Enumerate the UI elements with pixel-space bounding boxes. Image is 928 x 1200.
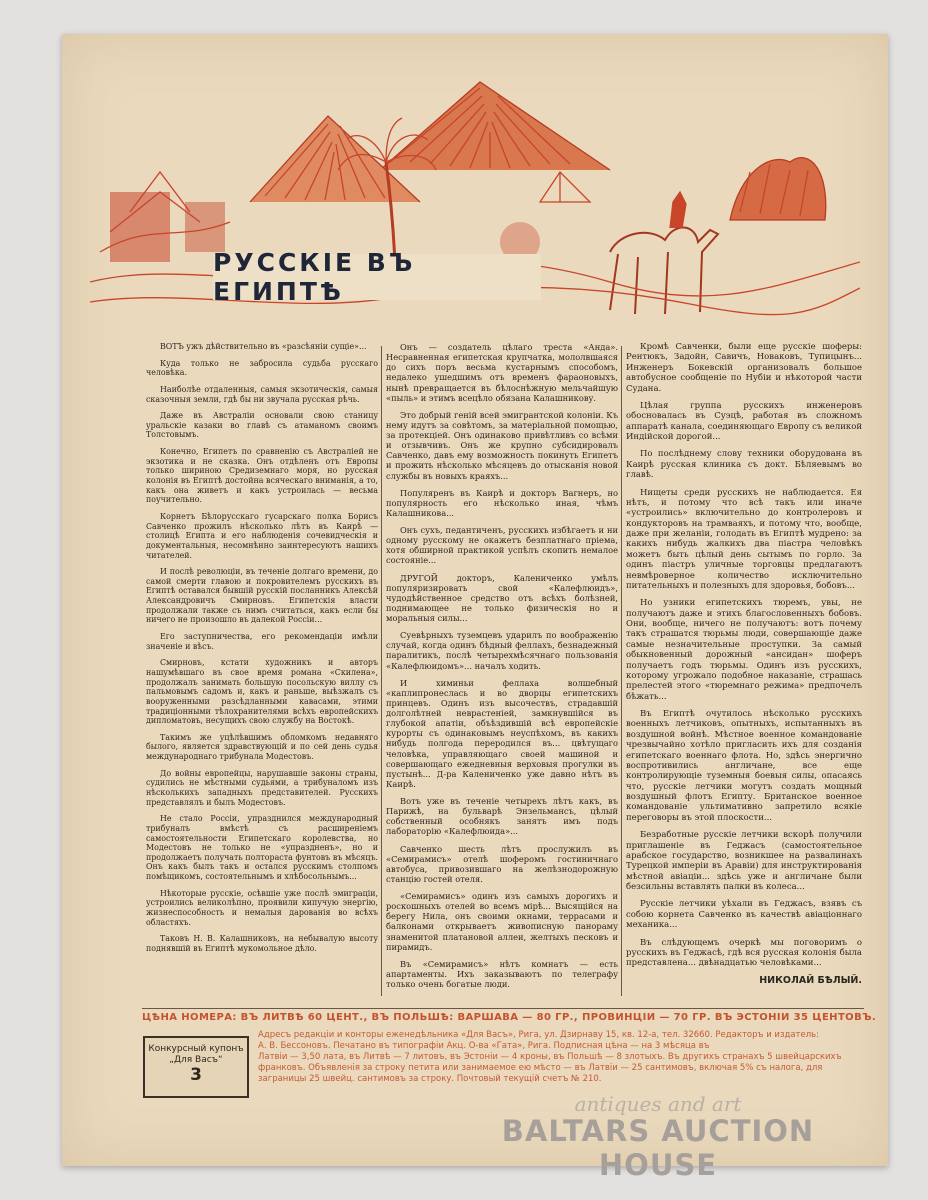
article-paragraph: ДРУГОЙ докторъ, Калениченко умѣлъ популяризировать свой «Калефлюидъ», чудодѣйственное средство отъ всѣхъ болѣзней, поднимающее не только физическiя но и моральныя силы... (386, 572, 618, 623)
article-paragraph: Кромѣ Савченки, были еще русскiе шоферы: Рентюкъ, Задойн, Савичъ, Новаковъ, Тупицынъ... Инженеръ Бокевскiй организовалъ большое автобусное сообщенiе по Нубiи и нѣкоторой части Судана. (626, 342, 862, 394)
article-paragraph: Наиболѣе отдаленныя, самыя экзотическiя, самыя сказочныя земли, гдѣ бы ни звучала русская рѣчь. (146, 384, 378, 404)
imprint-line: Латвiи — 3,50 лата, въ Литвѣ — 7 литовъ, въ Эстонiи — 4 кроны, въ Польшѣ — 8 злотыхъ. Въ другихъ странахъ 5 швейцарскихъ (258, 1052, 842, 1062)
article-paragraph: Его заступничества, его рекомендацiи имѣли значенiе и вѣсъ. (146, 632, 378, 651)
article-paragraph: Такимъ же уцѣлѣвшимъ обломкомъ недавняго былого, является здравствующiй и по сей день судья международнаго трибунала Модестовъ. (146, 732, 378, 762)
article-title: РУССКIЕ ВЪ ЕГИПТѢ (213, 248, 416, 306)
coupon-label: Конкурсный купонъ (148, 1044, 244, 1054)
footer-rule (142, 1008, 864, 1009)
article-headline (213, 248, 541, 306)
article-paragraph: Цѣлая группа русскихъ инженеровъ обосновалась въ Суэцѣ, работая въ сложномъ аппаратѣ канала, соединяющаго Европу съ великой Индiйской дорогой... (626, 400, 862, 442)
article-paragraph: Въ Египтѣ очутилось нѣсколько русскихъ военныхъ летчиковъ, опытныхъ, испытанныхъ въ воздушной войнѣ. Мѣстное военное командованiе чрезвычайно хотѣло пригласить ихъ для созданiя египетскаго военнаго флота. Но, здѣсь энергично воспротивились англичане, все еще контролирующiе туземныя боевыя силы, опасаясь что, русскiе летчики могутъ создать мощный воздушный флотъ Египту. Британское военное командованiе ультимативно запретило всякiе переговоры въ этой плоскости... (626, 709, 862, 823)
coupon-number: 3 (190, 1065, 202, 1085)
article-column-3 (626, 342, 862, 993)
article-paragraph: Онъ сухъ, педантиченъ, русскихъ избѣгаетъ и ни одному русскому не окажетъ безплатнаго прiема, хотя обширной практикой успѣлъ скопить немалое состоянiе... (386, 525, 618, 566)
column-divider (621, 346, 622, 996)
price-line: ЦѢНА НОМЕРА: ВЪ ЛИТВѢ 60 ЦЕНТ., ВЪ ПОЛЬШѢ: ВАРШАВА — 80 ГР., ПРОВИНЦIИ — 70 ГР. ВЪ ЭСТОНIИ 35 ЦЕНТОВЪ. (142, 1012, 877, 1023)
article-paragraph: Смирновъ, кстати художникъ и авторъ нашумѣвшаго въ свое время романа «Скилена», продолжалъ занимать большую посольскую виллу съ пальмовымъ садомъ и, какъ и раньше, выѣзжалъ съ вооруженными разсѣдланными кавасами, этими традицiонными тѣлохранителями всѣхъ европейскихъ дипломатовъ, несущихъ свою службу на Востокѣ. (146, 658, 378, 726)
article-paragraph: Но узники египетскихъ тюремъ, увы, не получаютъ даже и этихъ благословенныхъ бобовъ. Они, вообще, ничего не получаютъ: вотъ почему такъ страшатся тюрьмы люди, совершающiе даже самые незначительные проступки. За самый обыкновенный дорожный «ансидан» шоферъ получаетъ годъ тюрьмы. Одинъ изъ русскихъ, которому угрожало подобное наказанiе, страшась прелестей этого «тюремнаго режима» предпочелъ бѣжать... (626, 598, 862, 702)
article-paragraph: Суевѣрныхъ туземцевъ ударилъ по воображенiю случай, когда одинъ бѣдный феллахъ, безнадежный паралитикъ, послѣ четырехмѣсячнаго пользованiя «Калефлюидомъ»... началъ ходить. (386, 630, 618, 671)
article-paragraph: По послѣднему слову техники оборудована въ Каирѣ русская клиника съ докт. Бѣляевымъ во главѣ. (626, 449, 862, 481)
coupon-magazine: „Для Васъ“ (169, 1055, 223, 1065)
imprint-block (258, 1030, 862, 1085)
article-paragraph: ВОТЪ ужъ дѣйствительно въ «разсѣянiи сущiе»... (160, 342, 367, 351)
article-paragraph: Нѣкоторые русскiе, осѣвшiе уже послѣ эмиграцiи, устроились великолѣпно, проявили кипучую энергiю, жизнеспособность и немалыя дарованiя во всѣхъ областяхъ. (146, 888, 378, 927)
article-paragraph: Савченко шесть лѣтъ прослужилъ въ «Семирамисъ» отелѣ шоферомъ гостиничнаго автобуса, привозившаго на желѣзнодорожную станцiю гостей отеля. (386, 843, 618, 884)
article-paragraph: Это добрый генiй всей эмигрантской колонiи. Къ нему идутъ за совѣтомъ, за матерiальной помощью, за протекцiей. Онъ одинаково привѣтливъ со всѣми и отзывчивъ. Онъ же крупно субсидировалъ Савченко, давъ ему возможность покинуть Египетъ и прожить нѣсколько мѣсяцевъ до отысканiя новой службы въ новыхъ краяхъ... (386, 409, 618, 481)
article-paragraph: Не стало Россiи, упразднился международный трибуналъ вмѣстѣ съ расширенiемъ самостоятельности Египетскаго королевства, но Модестовъ не только не «упраздненъ», но и продолжаетъ получать полтораста фунтовъ въ мѣсяцъ. Онъ какъ былъ такъ и остался русскимъ столпомъ помѣщикомъ, состоятельнымъ и хлѣбосольнымъ... (146, 814, 378, 882)
article-paragraph: И химиньи феллаха волшебный «каплипронеслась и во дворцы египетскихъ принцевъ. Одинъ изъ высочествъ, страдавшiй долголѣтней неврастенiей, замкнувшiйся въ глубокой апатiи, объѣздившiй всѣ европейскiе курорты съ одинаковымъ неуспѣхомъ, въ какихъ нибудь полгода переродился въ... цвѣтущаго человѣка, управляющаго своей машиной и совершающаго ежедневныя верховыя прогулки въ пустынѣ... Д-ра Калениченко уже давно нѣтъ въ Каирѣ. (386, 677, 618, 789)
article-paragraph: Онъ — создатель цѣлаго треста «Анда». Несравненная египетская крупчатка, мололвшаяся до сихъ поръ весьма кустарнымъ способомъ, недалеко ушедшимъ отъ временъ фараоновыхъ, нынѣ превращается въ бѣлоснѣжную мельчайшую «пыль» и этимъ всецѣло обязана Калашникову. (386, 342, 618, 403)
article-paragraph: Русскiе летчики уѣхали въ Геджасъ, взявъ съ собою корнета Савченко въ качествѣ авiацiоннаго механика... (626, 899, 862, 931)
article-paragraph: Въ «Семирамисъ» нѣтъ комнатъ — есть апартаменты. Ихъ заказываютъ по телеграфу только очень богатые люди. (386, 958, 618, 989)
watermark-tagline: antiques and art (574, 1092, 742, 1116)
article-paragraph: Популяренъ въ Каирѣ и докторъ Вагнеръ, но популярность его нѣсколько иная, чѣмъ Калашникова... (386, 487, 618, 518)
article-paragraph: Въ слѣдующемъ очеркѣ мы поговоримъ о русскихъ въ Геджасѣ, гдѣ вся русская колонiя была представлена... двѣнадцатью человѣками... (626, 937, 862, 969)
contest-coupon (143, 1036, 249, 1098)
article-paragraph: Безработные русскiе летчики вскорѣ получили приглашенiе въ Геджасъ (самостоятельное арабское государство, возникшее на развалинахъ Турецкой имперiи въ Аравiи) для инструктированiя мѣстной авiацiи... здѣсь уже и англичане были безсильны вставлять палки въ колеса... (626, 830, 862, 892)
article-paragraph: Таковъ Н. В. Калашниковъ, на небывалую высоту поднявшiй въ Египтѣ мукомольное дѣло. (146, 934, 378, 953)
article-paragraph: Вотъ уже въ теченiе четырехъ лѣтъ какъ, въ Парижѣ, на бульварѣ Энзельмансъ, цѣлый собственный особнякъ занятъ имъ подъ лабораторiю «Калефлюида»... (386, 796, 618, 837)
watermark-brand: BALTARS AUCTION HOUSE (501, 1114, 815, 1182)
article-paragraph: Нищеты среди русскихъ не наблюдается. Ея нѣтъ, и потому что всѣ такъ или иначе «устроились» включительно до контролеровъ и кондукторовъ на трамваяхъ, и потому что, вообще, даже при желанiи, голодать въ Египтѣ мудрено: за какихъ нибудь жалкихъ два пiастра человѣкъ можетъ быть цѣлый день сытымъ по горло. За одинъ пiастръ уличные торговцы предлагаютъ невмѣроверное количество исключительно питательныхъ и полезныхъ для здоровья, бобовъ... (626, 487, 862, 591)
imprint-line: А. В. Бессоновъ. Печатано въ типографiи Акц. О-ва «Гата», Рига. Подписная цѣна — на 3 мѣсяца въ (258, 1041, 710, 1051)
article-column-2 (386, 342, 618, 996)
imprint-line: Адресъ редакцiи и конторы еженедѣльника «Для Васъ», Рига, ул. Дзирнаву 15, кв. 12-а, тел. 32660. Редакторъ и издатель: (258, 1030, 820, 1040)
article-paragraph: Корнетъ Бѣлорусскаго гусарскаго полка Борисъ Савченко прожилъ нѣсколько лѣтъ въ Каирѣ — столицѣ Египта и его наблюденiя сочевидческiя и документальныя, несомнѣнно заинтересуютъ нашихъ читателей. (146, 511, 378, 560)
imprint-line: франковъ. Объявленiя за строку петита или занимаемое ею мѣсто — въ Латвiи — 25 сантимовъ, включая 5% съ налога, для (258, 1063, 823, 1073)
article-author: НИКОЛАЙ БѢЛЫЙ. (759, 974, 862, 986)
article-paragraph: И послѣ революцiи, въ теченiе долгаго времени, до самой смерти главою и покровителемъ русскихъ въ Египтѣ оставался бывшiй русскiй посланникъ Алексѣй Александровичъ Смирновъ. Египетскiя власти продолжали также съ нимъ считаться, какъ если бы ничего не произошло въ далекой Россiи... (146, 567, 378, 625)
article-paragraph: «Семирамисъ» одинъ изъ самыхъ дорогихъ и роскошныхъ отелей во всемъ мiрѣ... Высящiйся на берегу Нила, онъ своими окнами, террасами и балконами открываетъ живописную панораму знаменитой платановой аллеи, желтыхъ песковъ и пирамидъ. (386, 891, 618, 952)
article-paragraph: Куда только не забросила судьба русскаго человѣка. (146, 358, 378, 378)
article-paragraph: До войны европейцы, нарушавшiе законы страны, судились не мѣстными судьями, а трибуналомъ изъ нѣсколькихъ западныхъ представителей. Русскихъ представлялъ и былъ Модестовъ. (146, 768, 378, 807)
article-paragraph: Конечно, Египетъ по сравненiю съ Австралiей не экзотика и не сказка. Онъ отдѣленъ отъ Европы только шириною Средиземнаго моря, но русская колонiя въ Египтѣ достойна всяческаго вниманiя, а то, какъ она живетъ и какъ устроилась — весьма поучительно. (146, 447, 378, 505)
article-paragraph: Даже въ Австралiи основали свою станицу уральскiе казаки во главѣ съ атаманомъ своимъ Толстовымъ. (146, 411, 378, 440)
article-column-1 (146, 342, 378, 961)
auction-watermark (448, 1092, 868, 1182)
imprint-line: заграницы 25 швейц. сантимовъ за строку. Почтовый текущiй счетъ № 210. (258, 1074, 602, 1084)
column-divider (381, 346, 382, 996)
